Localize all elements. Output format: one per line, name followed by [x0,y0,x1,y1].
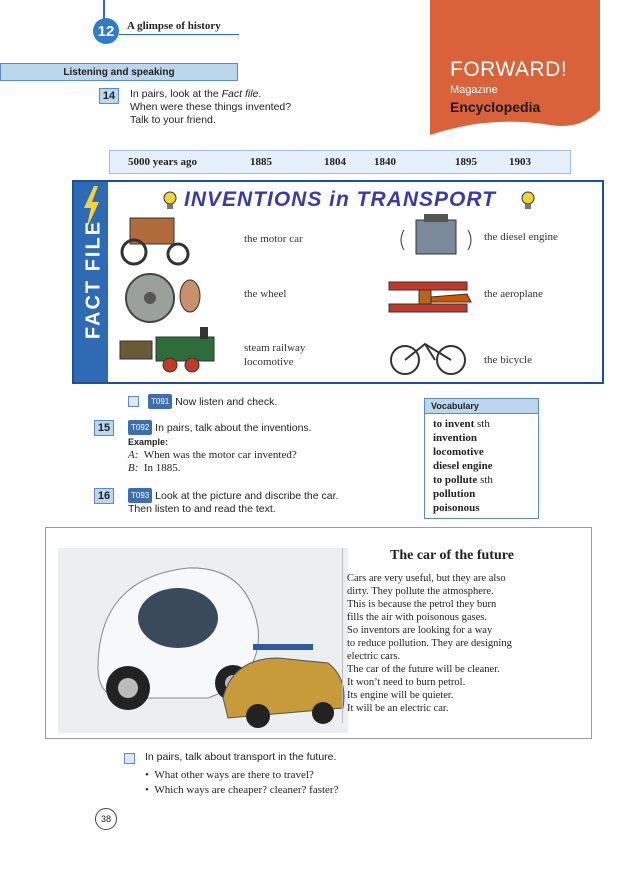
timeline-date: 1903 [509,156,531,168]
fact-file-item-aeroplane: the aeroplane [484,288,543,300]
audio-track-tag[interactable]: T091 [148,394,172,409]
fact-file-side-bar [74,182,108,382]
listen-check-text: T091 Now listen and check. [148,394,277,409]
final-task-text: In pairs, talk about transport in the future. [145,751,337,763]
unit-title-rule [119,34,239,35]
fact-file-item-bicycle: the bicycle [484,354,532,366]
fact-file-item-steam-railway: steam railway [244,342,306,354]
exercise-14-text: In pairs, look at the Fact file. When were these things invented? Talk to your friend. [130,88,292,126]
diesel-engine-illustration [394,210,486,268]
vocabulary-list [425,414,538,518]
timeline-date: 1840 [374,156,396,168]
section-label: Listening and speaking [0,63,238,81]
vocabulary-item: to invent sth [433,418,490,430]
timeline-date: 1885 [250,156,272,168]
fact-file-item-locomotive: locomotive [244,356,294,368]
task-checkbox-icon [124,753,135,764]
timeline-date: 1804 [324,156,346,168]
fact-file-item-motor-car: the motor car [244,233,303,245]
future-car-title: The car of the future [390,548,514,563]
locomotive-illustration [116,327,226,375]
timeline-bar [109,150,571,174]
bicycle-illustration [389,330,469,378]
vocabulary-box [424,398,539,519]
future-car-text: Cars are very useful, but they are also dirty. They pollute the atmosphere. This is because the petrol they burn fills the air with poisonous gases. So inventors are looking for a way to reduce pollution. They are designing electric cars. The car of the future will be cleaner. It won’t need to burn petrol. Its engine will be quieter. It will be an electric car. [347,573,512,714]
magazine-label: Encyclopedia [450,99,541,115]
exercise-16-number: 16 [94,488,114,504]
exercise-14-number: 14 [99,88,119,104]
audio-track-tag[interactable]: T093 [128,488,152,503]
vocabulary-title: Vocabulary [425,399,538,414]
vocabulary-item: diesel engine [433,460,493,472]
fact-file-item-wheel: the wheel [244,288,287,300]
future-car-illustration [58,548,348,733]
aeroplane-illustration [379,272,474,327]
unit-title: A glimpse of history [127,20,221,32]
fact-file-item-diesel-engine: the diesel engine [484,231,558,243]
final-task-bullets [145,768,338,798]
vocabulary-item: poisonous [433,502,480,514]
magazine-subtitle: Magazine [450,84,498,96]
timeline-date: 1895 [455,156,477,168]
bullet-item: • Which ways are cheaper? cleaner? faster? [145,784,339,796]
vocabulary-item: locomotive [433,446,484,458]
vocabulary-item: to pollute sth [433,474,493,486]
magazine-title: FORWARD! [450,58,568,81]
vocabulary-item: pollution [433,488,476,500]
fact-file-side-label: FACT FILE [82,219,105,340]
bullet-item: • What other ways are there to travel? [145,769,314,781]
wheel-illustration [116,270,206,325]
exercise-15-text: T092 In pairs, talk about the inventions. Example: A: When was the motor car invented? B: In 1885. [128,422,312,474]
panel-divider [342,548,343,723]
lightning-icon [80,186,102,230]
fact-file-title: INVENTIONS in TRANSPORT [184,188,496,211]
fact-file-panel [72,180,604,384]
audio-track-tag[interactable]: T092 [128,420,152,435]
timeline-date: 5000 years ago [128,156,198,168]
vocabulary-item: invention [433,432,478,444]
exercise-16-text: T093 Look at the picture and discribe the car. Then listen to and read the text. [128,490,339,515]
light-bulb-icon [514,187,542,213]
task-checkbox-icon [128,396,139,407]
exercise-15-number: 15 [94,420,114,436]
motor-car-illustration [116,210,196,268]
page-number: 38 [95,808,117,830]
unit-number-badge: 12 [93,18,119,44]
magazine-panel [430,0,600,135]
